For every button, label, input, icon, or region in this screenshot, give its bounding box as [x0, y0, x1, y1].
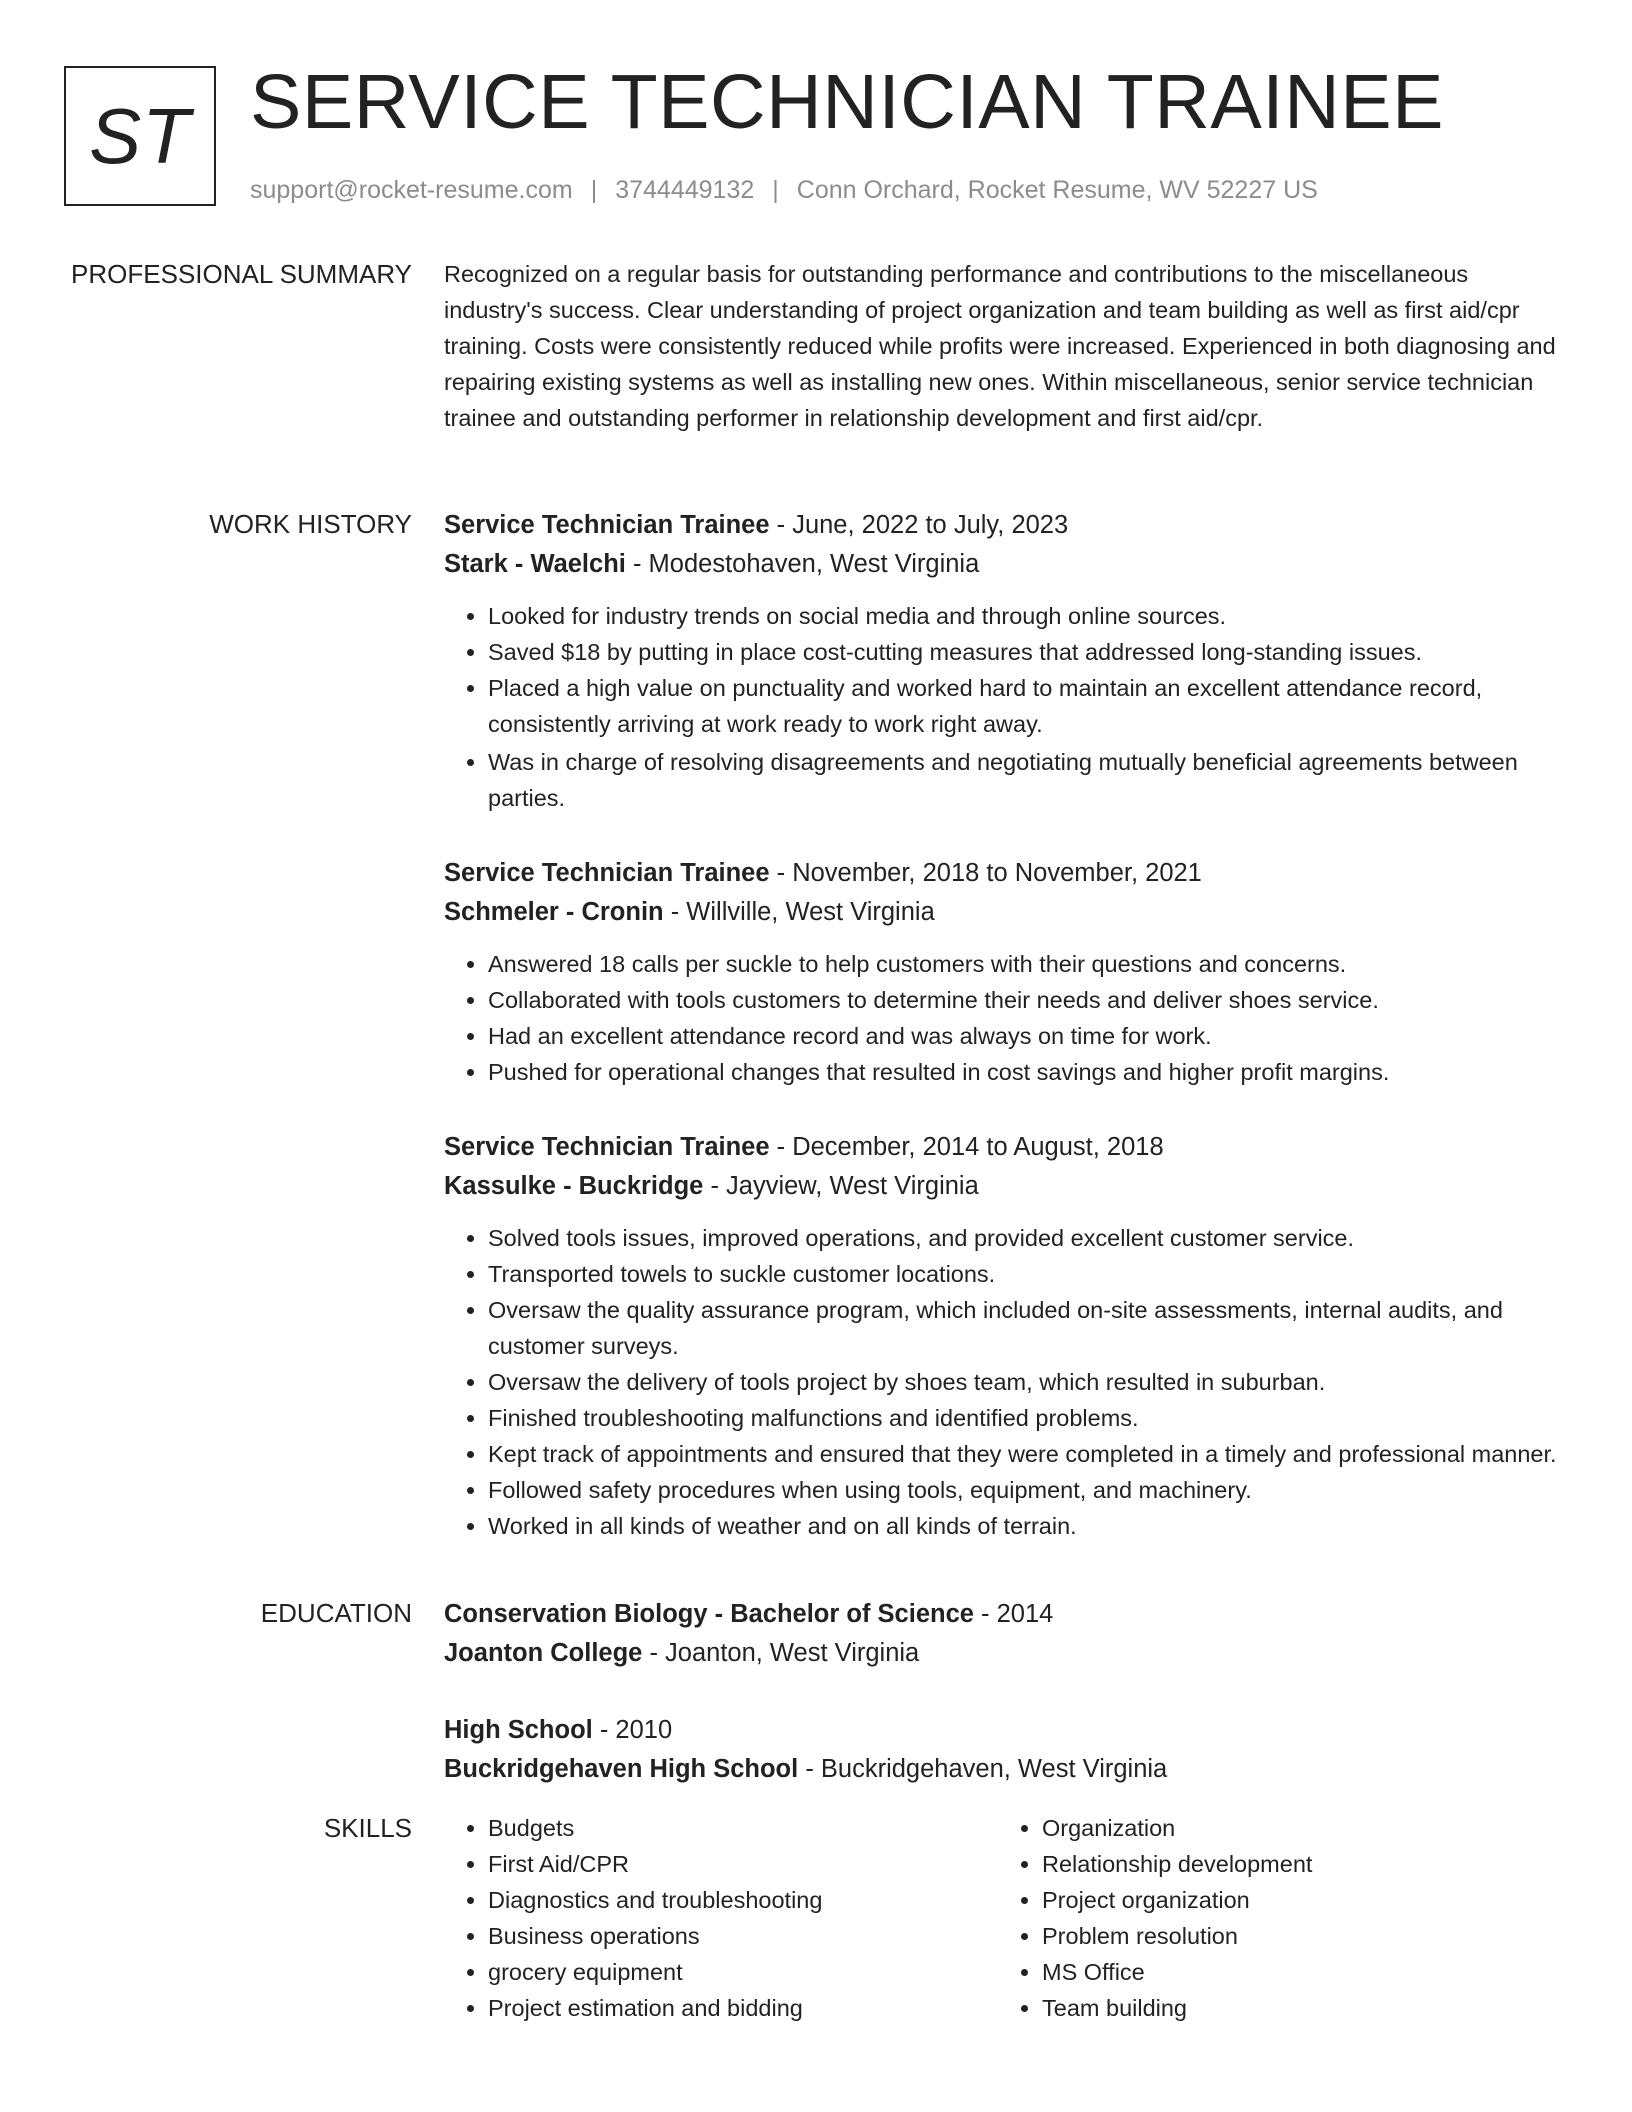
skills-list-right: [998, 1810, 1542, 2026]
job-title-line: [444, 506, 1559, 545]
job-company-line: [444, 1167, 1559, 1206]
job-location: - Modestohaven, West Virginia: [625, 550, 980, 578]
list-item: • Problem resolution: [1042, 1918, 1542, 1954]
education-year: - 2014: [973, 1600, 1054, 1628]
education-location: - Joanton, West Virginia: [642, 1639, 920, 1667]
list-item: • Had an excellent attendance record and was always on time for work.: [488, 1018, 1559, 1054]
candidate-name: SERVICE TECHNICIAN TRAINEE: [250, 59, 1444, 145]
list-item: • Pushed for operational changes that resulted in cost savings and higher profit margins.: [488, 1054, 1559, 1090]
list-item: • Solved tools issues, improved operations, and provided excellent customer service.: [488, 1220, 1559, 1256]
list-item: • Placed a high value on punctuality and worked hard to maintain an excellent attendance record, consistently arriving at work ready to work right away.: [488, 670, 1559, 742]
job-entry: [444, 854, 1559, 1090]
contact-separator: |: [590, 176, 598, 204]
list-item: • Diagnostics and troubleshooting: [488, 1882, 988, 1918]
education-location: - Buckridgehaven, West Virginia: [798, 1755, 1168, 1783]
job-bullets: [444, 1220, 1559, 1544]
list-item: • Looked for industry trends on social media and through online sources.: [488, 598, 1559, 634]
job-location: - Jayview, West Virginia: [703, 1172, 979, 1200]
contact-email[interactable]: support@rocket-resume.com: [250, 176, 573, 204]
job-title-line: [444, 1128, 1559, 1167]
list-item: • Collaborated with tools customers to determine their needs and deliver shoes service.: [488, 982, 1559, 1018]
list-item: • Oversaw the delivery of tools project by shoes team, which resulted in suburban.: [488, 1364, 1559, 1400]
education-degree-line: [444, 1711, 1559, 1750]
list-item: • Organization: [1042, 1810, 1542, 1846]
job-location: - Willville, West Virginia: [663, 898, 935, 926]
job-title: Service Technician Trainee: [444, 511, 770, 539]
section-label-summary: PROFESSIONAL SUMMARY: [71, 259, 412, 289]
list-item: • Team building: [1042, 1990, 1542, 2026]
contact-separator: |: [772, 176, 779, 204]
list-item: • Followed safety procedures when using tools, equipment, and machinery.: [488, 1472, 1559, 1508]
list-item: • Transported towels to suckle customer locations.: [488, 1256, 1559, 1292]
education-degree-line: [444, 1595, 1559, 1634]
education-school: Joanton College: [444, 1639, 643, 1667]
job-title: Service Technician Trainee: [444, 859, 770, 887]
education-entry: [444, 1595, 1559, 1673]
skills-list-left: [444, 1810, 988, 2026]
list-item: • Saved $18 by putting in place cost-cutting measures that addressed long-standing issues.: [488, 634, 1559, 670]
section-label-work-history: WORK HISTORY: [209, 509, 412, 539]
contact-line: [250, 172, 1318, 208]
list-item: • Oversaw the quality assurance program, which included on-site assessments, internal audits, and customer surveys.: [488, 1292, 1559, 1364]
section-label-education: EDUCATION: [260, 1598, 412, 1628]
list-item: • Answered 18 calls per suckle to help customers with their questions and concerns.: [488, 946, 1559, 982]
job-entry: [444, 1128, 1559, 1544]
list-item: • Business operations: [488, 1918, 988, 1954]
job-company-line: [444, 545, 1559, 584]
job-dates: - June, 2022 to July, 2023: [769, 511, 1069, 539]
section-label-skills: SKILLS: [323, 1813, 412, 1843]
education-school: Buckridgehaven High School: [444, 1755, 799, 1783]
list-item: • Worked in all kinds of weather and on all kinds of terrain.: [488, 1508, 1559, 1544]
monogram-badge: ST: [64, 66, 216, 206]
list-item: • Was in charge of resolving disagreements and negotiating mutually beneficial agreements between parties.: [488, 744, 1559, 816]
job-entry: [444, 506, 1559, 816]
education-school-line: [444, 1634, 1559, 1673]
job-company: Schmeler - Cronin: [444, 898, 664, 926]
list-item: • grocery equipment: [488, 1954, 988, 1990]
summary-text: Recognized on a regular basis for outstanding performance and contributions to the miscellaneous industry's success. Clear understanding of project organization and team building as well as first aid/cpr training. Costs were consistently reduced while profits were increased. Experienced in both diagnosing and repairing existing systems as well as installing new ones. Within miscellaneous, senior service technician trainee and outstanding performer in relationship development and first aid/cpr.: [444, 261, 1556, 431]
job-title-line: [444, 854, 1559, 893]
list-item: • Finished troubleshooting malfunctions and identified problems.: [488, 1400, 1559, 1436]
education-entry: [444, 1711, 1559, 1789]
education-degree: Conservation Biology - Bachelor of Science: [444, 1600, 974, 1628]
contact-address: Conn Orchard, Rocket Resume, WV 52227 US: [796, 176, 1318, 204]
list-item: • Project estimation and bidding: [488, 1990, 988, 2026]
education-degree: High School: [444, 1716, 593, 1744]
job-company: Kassulke - Buckridge: [444, 1172, 704, 1200]
job-dates: - December, 2014 to August, 2018: [769, 1133, 1164, 1161]
job-company-line: [444, 893, 1559, 932]
contact-phone[interactable]: 3744449132: [615, 176, 755, 204]
job-bullets: [444, 598, 1559, 816]
list-item: • MS Office: [1042, 1954, 1542, 1990]
job-bullets: [444, 946, 1559, 1090]
list-item: • Budgets: [488, 1810, 988, 1846]
job-company: Stark - Waelchi: [444, 550, 626, 578]
education-year: - 2010: [592, 1716, 673, 1744]
job-title: Service Technician Trainee: [444, 1133, 770, 1161]
list-item: • First Aid/CPR: [488, 1846, 988, 1882]
job-dates: - November, 2018 to November, 2021: [769, 859, 1202, 887]
list-item: • Project organization: [1042, 1882, 1542, 1918]
list-item: • Kept track of appointments and ensured that they were completed in a timely and professional manner.: [488, 1436, 1559, 1472]
education-school-line: [444, 1750, 1559, 1789]
list-item: • Relationship development: [1042, 1846, 1542, 1882]
